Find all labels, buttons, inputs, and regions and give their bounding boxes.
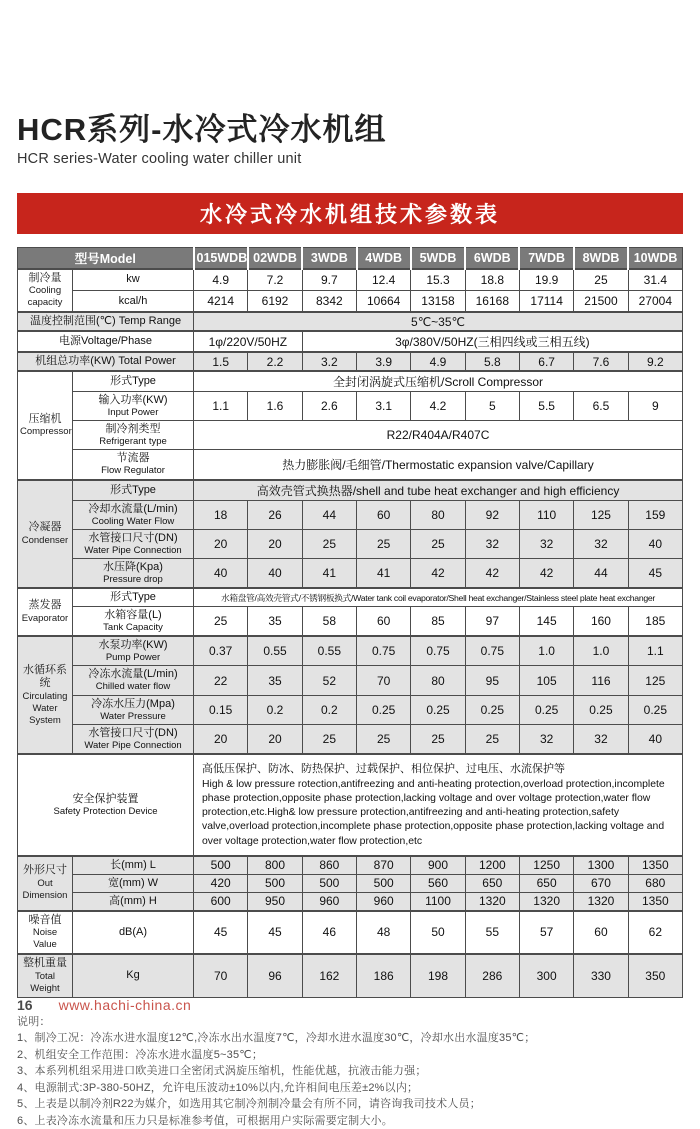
table-cell: 热力膨胀阀/毛细管/Thermostatic expansion valve/Capillary (194, 450, 683, 480)
table-cell: 1320 (574, 892, 628, 910)
table-cell: 80 (411, 500, 465, 529)
table-cell: 500 (357, 874, 411, 892)
table-cell: 860 (302, 856, 356, 874)
table-cell: 水箱盘管/高效壳管式/不锈钢板换式/Water tank coil evaporator/Shell heat exchanger/Stainless steel plate heat exchanger (194, 588, 683, 606)
row-group-label: 整机重量 Total Weight (18, 954, 73, 997)
row-label: 冷冻水流量(L/min) Chilled water flow (73, 666, 194, 695)
table-cell: 1350 (628, 856, 682, 874)
table-cell: 1.0 (574, 636, 628, 666)
table-cell: 97 (465, 607, 519, 637)
table-cell: 32 (574, 529, 628, 558)
row-label: kcal/h (73, 290, 194, 312)
table-cell: 0.15 (194, 695, 248, 724)
table-cell: 45 (194, 911, 248, 955)
table-cell: 1.6 (248, 392, 302, 421)
table-cell: 32 (574, 724, 628, 754)
table-cell: 5℃~35℃ (194, 312, 683, 331)
model-column-header: 7WDB (519, 247, 573, 269)
row-label: 长(mm) L (73, 856, 194, 874)
table-cell: 60 (357, 500, 411, 529)
table-cell: 42 (411, 558, 465, 588)
table-cell: 26 (248, 500, 302, 529)
table-cell: 9.2 (628, 352, 682, 371)
table-cell: 32 (465, 529, 519, 558)
model-column-header: 6WDB (465, 247, 519, 269)
table-cell: 46 (302, 911, 356, 955)
table-cell: 40 (628, 724, 682, 754)
note-item: 1、制冷工况：冷冻水进水温度12℃,冷冻水出水温度7℃，冷却水进水温度30℃，冷却水出水温度35℃； (17, 1032, 536, 1045)
table-cell: 16168 (465, 290, 519, 312)
table-cell: 4.2 (411, 392, 465, 421)
table-cell: 42 (465, 558, 519, 588)
table-cell: 80 (411, 666, 465, 695)
table-cell: 186 (357, 954, 411, 997)
table-cell: 0.25 (628, 695, 682, 724)
table-cell: 48 (357, 911, 411, 955)
note-item: 3、本系列机组采用进口欧美进口全密闭式涡旋压缩机，性能优越，抗液击能力强； (17, 1065, 427, 1078)
page-subtitle: HCR series-Water cooling water chiller unit (17, 150, 302, 167)
table-cell: 62 (628, 911, 682, 955)
table-row (18, 352, 683, 371)
table-cell: 680 (628, 874, 682, 892)
website-link: www.hachi-china.cn (58, 997, 192, 1013)
table-cell: 58 (302, 607, 356, 637)
row-label: 水管接口尺寸(DN) Water Pipe Connection (73, 529, 194, 558)
table-cell: 4.9 (194, 269, 248, 291)
table-cell: 20 (248, 724, 302, 754)
spec-table (17, 247, 683, 998)
table-cell: 105 (519, 666, 573, 695)
table-cell: 1300 (574, 856, 628, 874)
table-title-banner (17, 193, 683, 234)
table-cell: 7.2 (248, 269, 302, 291)
table-cell: 35 (248, 607, 302, 637)
table-cell: 85 (411, 607, 465, 637)
table-row (18, 636, 683, 666)
table-cell: 18 (194, 500, 248, 529)
table-cell: 25 (411, 529, 465, 558)
table-cell: 300 (519, 954, 573, 997)
table-cell: 1200 (465, 856, 519, 874)
table-cell: 145 (519, 607, 573, 637)
table-cell: 25 (302, 724, 356, 754)
table-cell: 20 (248, 529, 302, 558)
table-cell: 92 (465, 500, 519, 529)
table-row (18, 480, 683, 501)
notes-section (17, 1014, 683, 1129)
model-column-header: 02WDB (248, 247, 302, 269)
table-cell: 2.2 (248, 352, 302, 371)
row-group-label: 水循环系统 Circulating Water System (18, 636, 73, 754)
table-cell: 6192 (248, 290, 302, 312)
table-row (18, 607, 683, 637)
page-title: HCR系列-水冷式冷水机组 (17, 112, 387, 147)
table-row (18, 312, 683, 331)
table-row (18, 892, 683, 910)
table-cell: 110 (519, 500, 573, 529)
table-cell: 1φ/220V/50HZ (194, 331, 303, 352)
table-cell: 3φ/380V/50HZ(三相四线或三相五线) (302, 331, 682, 352)
table-row (18, 695, 683, 724)
table-row (18, 754, 683, 856)
table-cell: 40 (248, 558, 302, 588)
table-cell: 125 (628, 666, 682, 695)
table-cell: 3.1 (357, 392, 411, 421)
table-cell: 162 (302, 954, 356, 997)
notes-list (17, 1030, 683, 1129)
row-label: 冷却水流量(L/min) Cooling Water Flow (73, 500, 194, 529)
page-footer (17, 997, 191, 1013)
table-cell: 55 (465, 911, 519, 955)
banner-title: 水冷式冷水机组技术参数表 (199, 201, 500, 227)
table-cell: 21500 (574, 290, 628, 312)
table-cell: 12.4 (357, 269, 411, 291)
table-cell: 17114 (519, 290, 573, 312)
table-cell: 330 (574, 954, 628, 997)
page-number: 16 (17, 997, 33, 1013)
table-cell: 40 (628, 529, 682, 558)
table-cell: 19.9 (519, 269, 573, 291)
table-cell: 0.75 (411, 636, 465, 666)
table-row (18, 392, 683, 421)
table-row (18, 856, 683, 874)
table-cell: 800 (248, 856, 302, 874)
table-row (18, 331, 683, 352)
table-cell: 960 (302, 892, 356, 910)
table-row (18, 874, 683, 892)
table-cell: 22 (194, 666, 248, 695)
row-label: 水压降(Kpa) Pressure drop (73, 558, 194, 588)
table-cell: 9.7 (302, 269, 356, 291)
table-cell: 44 (302, 500, 356, 529)
table-cell: 25 (465, 724, 519, 754)
table-cell: 1.5 (194, 352, 248, 371)
notes-heading: 说明： (17, 1015, 51, 1028)
table-cell: 560 (411, 874, 465, 892)
table-row (18, 421, 683, 450)
table-cell: 870 (357, 856, 411, 874)
table-cell: R22/R404A/R407C (194, 421, 683, 450)
row-group-label: 蒸发器 Evaporator (18, 588, 73, 636)
table-cell: 125 (574, 500, 628, 529)
table-row (18, 724, 683, 754)
table-cell: 8342 (302, 290, 356, 312)
row-label: 形式Type (73, 371, 194, 392)
row-group-label: 制冷量 Cooling capacity (18, 269, 73, 313)
table-header-row (18, 247, 683, 269)
table-cell: 25 (357, 529, 411, 558)
table-cell: 27004 (628, 290, 682, 312)
table-cell: 9 (628, 392, 682, 421)
table-cell: 25 (357, 724, 411, 754)
table-cell: 20 (194, 529, 248, 558)
table-row (18, 588, 683, 606)
model-column-header: 10WDB (628, 247, 682, 269)
table-cell: 10664 (357, 290, 411, 312)
table-cell: 950 (248, 892, 302, 910)
note-item: 2、机组安全工作范围：冷冻水进水温度5~35℃； (17, 1048, 264, 1061)
table-cell: 40 (194, 558, 248, 588)
model-column-header: 4WDB (357, 247, 411, 269)
table-cell: 5 (465, 392, 519, 421)
table-cell: 41 (357, 558, 411, 588)
table-cell: 4214 (194, 290, 248, 312)
row-label: 温度控制范围(℃) Temp Range (18, 312, 194, 331)
row-label: 形式Type (73, 480, 194, 501)
table-row (18, 500, 683, 529)
table-cell: 32 (519, 529, 573, 558)
table-cell: 185 (628, 607, 682, 637)
table-cell: 160 (574, 607, 628, 637)
table-cell: 25 (574, 269, 628, 291)
table-cell: 45 (248, 911, 302, 955)
row-group-label: 外形尺寸 Out Dimension (18, 856, 73, 911)
table-cell: 全封闭涡旋式压缩机/Scroll Compressor (194, 371, 683, 392)
table-cell: 13158 (411, 290, 465, 312)
model-header-label: 型号Model (18, 247, 194, 269)
note-item: 6、上表冷冻水流量和压力只是标准参考值，可根据用户实际需要定制大小。 (17, 1114, 393, 1127)
table-cell: 420 (194, 874, 248, 892)
row-label: 制冷剂类型 Refrigerant type (73, 421, 194, 450)
model-column-header: 015WDB (194, 247, 248, 269)
table-cell: 0.55 (302, 636, 356, 666)
table-cell: 18.8 (465, 269, 519, 291)
row-label: 节流器 Flow Regulator (73, 450, 194, 480)
row-label: kw (73, 269, 194, 291)
table-cell: 0.75 (357, 636, 411, 666)
row-label: 水管接口尺寸(DN) Water Pipe Connection (73, 724, 194, 754)
table-cell: 25 (302, 529, 356, 558)
table-cell: 高效壳管式换热器/shell and tube heat exchanger and high efficiency (194, 480, 683, 501)
table-cell: 0.25 (411, 695, 465, 724)
table-row (18, 666, 683, 695)
table-cell: 5.5 (519, 392, 573, 421)
table-row (18, 450, 683, 480)
table-cell: 5.8 (465, 352, 519, 371)
row-label: dB(A) (73, 911, 194, 955)
table-cell: 0.25 (574, 695, 628, 724)
row-label: 输入功率(KW) Input Power (73, 392, 194, 421)
table-cell: 60 (574, 911, 628, 955)
row-label: 高(mm) H (73, 892, 194, 910)
table-row (18, 558, 683, 588)
table-cell: 0.2 (248, 695, 302, 724)
table-row (18, 269, 683, 291)
table-cell: 32 (519, 724, 573, 754)
table-cell: 670 (574, 874, 628, 892)
row-group-label: 压缩机 Compressor (18, 371, 73, 480)
table-cell: 500 (194, 856, 248, 874)
row-group-label: 噪音值 Noise Value (18, 911, 73, 955)
table-cell: 6.7 (519, 352, 573, 371)
table-cell: 20 (194, 724, 248, 754)
row-label: 电源Voltage/Phase (18, 331, 194, 352)
table-cell: 44 (574, 558, 628, 588)
table-cell: 1.0 (519, 636, 573, 666)
table-cell: 0.55 (248, 636, 302, 666)
table-cell: 650 (519, 874, 573, 892)
table-cell: 900 (411, 856, 465, 874)
table-cell: 1350 (628, 892, 682, 910)
table-cell: 70 (357, 666, 411, 695)
table-cell: 116 (574, 666, 628, 695)
note-item: 4、电源制式:3P-380-50HZ，允许电压波动±10%以内,允许相间电压差±2%以内； (17, 1081, 419, 1094)
table-cell: 1320 (519, 892, 573, 910)
table-cell: 96 (248, 954, 302, 997)
model-column-header: 3WDB (302, 247, 356, 269)
table-cell: 1.1 (194, 392, 248, 421)
table-cell: 286 (465, 954, 519, 997)
table-cell: 41 (302, 558, 356, 588)
table-row (18, 954, 683, 997)
row-label: 机组总功率(KW) Total Power (18, 352, 194, 371)
table-cell: 70 (194, 954, 248, 997)
table-cell: 3.2 (302, 352, 356, 371)
table-cell: 95 (465, 666, 519, 695)
table-cell: 60 (357, 607, 411, 637)
table-cell: 6.5 (574, 392, 628, 421)
row-label: 宽(mm) W (73, 874, 194, 892)
table-cell: 0.25 (519, 695, 573, 724)
table-cell: 3.9 (357, 352, 411, 371)
table-row (18, 290, 683, 312)
table-cell: 7.6 (574, 352, 628, 371)
table-cell: 57 (519, 911, 573, 955)
table-cell: 15.3 (411, 269, 465, 291)
row-group-label: 冷凝器 Condenser (18, 480, 73, 589)
table-cell: 600 (194, 892, 248, 910)
table-row (18, 371, 683, 392)
table-cell: 0.2 (302, 695, 356, 724)
row-label: 水箱容量(L) Tank Capacity (73, 607, 194, 637)
table-cell: 500 (248, 874, 302, 892)
table-cell: 4.9 (411, 352, 465, 371)
table-cell: 1250 (519, 856, 573, 874)
note-item: 5、上表是以制冷剂R22为媒介，如选用其它制冷剂制冷量会有所不同，请咨询我司技术人员； (17, 1098, 481, 1111)
row-label: 形式Type (73, 588, 194, 606)
table-cell: 0.25 (357, 695, 411, 724)
table-row (18, 911, 683, 955)
table-cell: 52 (302, 666, 356, 695)
table-cell: 960 (357, 892, 411, 910)
row-label: 安全保护装置 Safety Protection Device (18, 754, 194, 856)
table-cell: 42 (519, 558, 573, 588)
row-label: 水泵功率(KW) Pump Power (73, 636, 194, 666)
table-cell: 25 (411, 724, 465, 754)
table-cell: 50 (411, 911, 465, 955)
table-cell: 0.37 (194, 636, 248, 666)
table-cell: 25 (194, 607, 248, 637)
table-cell: 500 (302, 874, 356, 892)
model-column-header: 8WDB (574, 247, 628, 269)
table-cell: 1100 (411, 892, 465, 910)
model-column-header: 5WDB (411, 247, 465, 269)
table-cell: 31.4 (628, 269, 682, 291)
table-cell: 1.1 (628, 636, 682, 666)
table-cell: 2.6 (302, 392, 356, 421)
table-cell: 1320 (465, 892, 519, 910)
table-cell: 198 (411, 954, 465, 997)
table-cell: 159 (628, 500, 682, 529)
row-label: Kg (73, 954, 194, 997)
table-cell: 35 (248, 666, 302, 695)
table-cell: 0.25 (465, 695, 519, 724)
table-cell: 350 (628, 954, 682, 997)
table-cell: 0.75 (465, 636, 519, 666)
table-cell: 高低压保护、防冰、防热保护、过载保护、相位保护、过电压、水流保护等 High & low pressure rotection,antifreezing and anti-heating protection,overload protection,incomplete phase protection,opposite phase protection,lacking voltage and over voltage protection,water flow protection,etc.High& low pressure protection,antifreezing and anti-heating protection,safety valve,overload protection,incomplete phase protection,opposite phase protection,lacking voltage and over voltage protection,water flow protection,etc (194, 754, 683, 856)
row-label: 冷冻水压力(Mpa) Water Pressure (73, 695, 194, 724)
table-row (18, 529, 683, 558)
table-cell: 650 (465, 874, 519, 892)
table-cell: 45 (628, 558, 682, 588)
